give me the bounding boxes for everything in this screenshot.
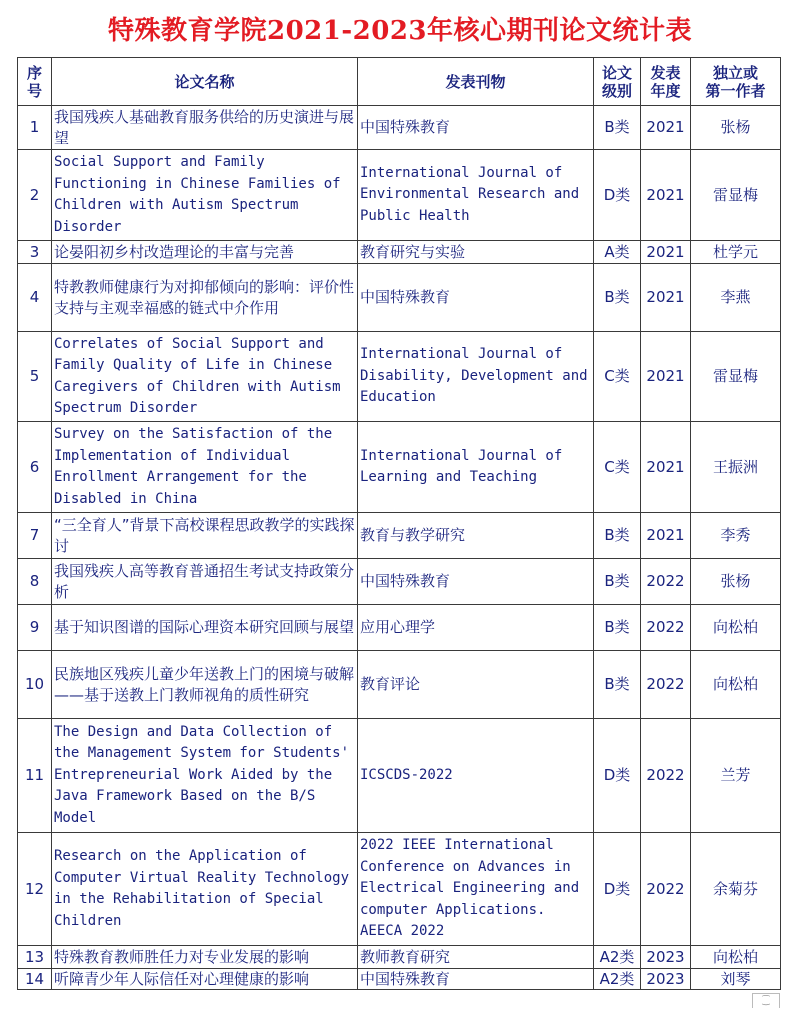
cell-level: A2类 bbox=[594, 969, 641, 990]
cell-no: 11 bbox=[18, 719, 52, 833]
cell-level: C类 bbox=[594, 422, 641, 513]
cell-paper: 我国残疾人基础教育服务供给的历史演进与展望 bbox=[52, 106, 358, 150]
cell-no: 10 bbox=[18, 651, 52, 719]
page-corner-mark: ⁐ bbox=[752, 993, 780, 1008]
cell-no: 14 bbox=[18, 969, 52, 990]
cell-no: 7 bbox=[18, 513, 52, 559]
cell-year: 2021 bbox=[641, 264, 691, 332]
cell-paper: 论晏阳初乡村改造理论的丰富与完善 bbox=[52, 241, 358, 264]
cell-paper: The Design and Data Collection of the Management System for Students' Entrepreneurial Work Aided by the Java Framework Based on the B/S Model bbox=[52, 719, 358, 833]
header-author: 独立或 第一作者 bbox=[691, 58, 781, 106]
cell-year: 2021 bbox=[641, 150, 691, 241]
cell-no: 9 bbox=[18, 605, 52, 651]
header-journal: 发表刊物 bbox=[358, 58, 594, 106]
cell-journal: 教育与教学研究 bbox=[358, 513, 594, 559]
cell-no: 3 bbox=[18, 241, 52, 264]
cell-paper: Survey on the Satisfaction of the Implementation of Individual Enrollment Arrangement for the Disabled in China bbox=[52, 422, 358, 513]
table-row bbox=[18, 605, 781, 651]
cell-no: 12 bbox=[18, 833, 52, 946]
cell-author: 杜学元 bbox=[691, 241, 781, 264]
cell-level: D类 bbox=[594, 719, 641, 833]
cell-journal: 中国特殊教育 bbox=[358, 106, 594, 150]
header-no: 序 号 bbox=[18, 58, 52, 106]
table-header-row bbox=[18, 58, 781, 106]
paper-table bbox=[17, 57, 781, 990]
cell-year: 2021 bbox=[641, 241, 691, 264]
cell-paper: 基于知识图谱的国际心理资本研究回顾与展望 bbox=[52, 605, 358, 651]
cell-level: B类 bbox=[594, 651, 641, 719]
cell-level: A2类 bbox=[594, 946, 641, 969]
cell-journal: 中国特殊教育 bbox=[358, 264, 594, 332]
cell-author: 雷显梅 bbox=[691, 332, 781, 422]
cell-level: D类 bbox=[594, 150, 641, 241]
cell-paper: 民族地区残疾儿童少年送教上门的困境与破解——基于送教上门教师视角的质性研究 bbox=[52, 651, 358, 719]
cell-level: D类 bbox=[594, 833, 641, 946]
table-row bbox=[18, 651, 781, 719]
cell-author: 雷显梅 bbox=[691, 150, 781, 241]
cell-author: 李燕 bbox=[691, 264, 781, 332]
cell-journal: 中国特殊教育 bbox=[358, 559, 594, 605]
cell-journal: ICSCDS-2022 bbox=[358, 719, 594, 833]
cell-year: 2021 bbox=[641, 513, 691, 559]
cell-level: B类 bbox=[594, 513, 641, 559]
cell-no: 2 bbox=[18, 150, 52, 241]
cell-author: 余菊芬 bbox=[691, 833, 781, 946]
cell-paper: 特殊教育教师胜任力对专业发展的影响 bbox=[52, 946, 358, 969]
cell-author: 向松柏 bbox=[691, 605, 781, 651]
cell-paper: “三全育人”背景下高校课程思政教学的实践探讨 bbox=[52, 513, 358, 559]
table-row bbox=[18, 422, 781, 513]
cell-journal: 教育研究与实验 bbox=[358, 241, 594, 264]
cell-level: B类 bbox=[594, 106, 641, 150]
cell-level: A类 bbox=[594, 241, 641, 264]
cell-level: B类 bbox=[594, 264, 641, 332]
table-row bbox=[18, 719, 781, 833]
cell-journal: 教师教育研究 bbox=[358, 946, 594, 969]
cell-paper: 听障青少年人际信任对心理健康的影响 bbox=[52, 969, 358, 990]
table-row bbox=[18, 106, 781, 150]
table-row bbox=[18, 969, 781, 990]
cell-paper: Social Support and Family Functioning in Chinese Families of Children with Autism Spectrum Disorder bbox=[52, 150, 358, 241]
header-paper: 论文名称 bbox=[52, 58, 358, 106]
cell-author: 张杨 bbox=[691, 559, 781, 605]
cell-author: 张杨 bbox=[691, 106, 781, 150]
header-year: 发表 年度 bbox=[641, 58, 691, 106]
cell-journal: 中国特殊教育 bbox=[358, 969, 594, 990]
cell-no: 6 bbox=[18, 422, 52, 513]
cell-year: 2021 bbox=[641, 106, 691, 150]
cell-no: 5 bbox=[18, 332, 52, 422]
header-level: 论文 级别 bbox=[594, 58, 641, 106]
cell-journal: 2022 IEEE International Conference on Advances in Electrical Engineering and computer Applications. AEECA 2022 bbox=[358, 833, 594, 946]
cell-year: 2022 bbox=[641, 651, 691, 719]
table-row bbox=[18, 264, 781, 332]
cell-journal: 应用心理学 bbox=[358, 605, 594, 651]
cell-journal: International Journal of Disability, Development and Education bbox=[358, 332, 594, 422]
cell-no: 13 bbox=[18, 946, 52, 969]
page-title: 特殊教育学院2021-2023年核心期刊论文统计表 bbox=[107, 16, 693, 46]
cell-no: 8 bbox=[18, 559, 52, 605]
cell-journal: 教育评论 bbox=[358, 651, 594, 719]
cell-journal: International Journal of Learning and Teaching bbox=[358, 422, 594, 513]
cell-author: 王振洲 bbox=[691, 422, 781, 513]
cell-paper: Research on the Application of Computer Virtual Reality Technology in the Rehabilitation of Special Children bbox=[52, 833, 358, 946]
cell-year: 2021 bbox=[641, 332, 691, 422]
table-row bbox=[18, 332, 781, 422]
cell-author: 刘琴 bbox=[691, 969, 781, 990]
cell-level: C类 bbox=[594, 332, 641, 422]
cell-author: 兰芳 bbox=[691, 719, 781, 833]
cell-no: 1 bbox=[18, 106, 52, 150]
table-row bbox=[18, 559, 781, 605]
cell-year: 2023 bbox=[641, 969, 691, 990]
table-row bbox=[18, 513, 781, 559]
table-row bbox=[18, 241, 781, 264]
cell-author: 李秀 bbox=[691, 513, 781, 559]
cell-year: 2022 bbox=[641, 833, 691, 946]
cell-year: 2022 bbox=[641, 719, 691, 833]
cell-level: B类 bbox=[594, 559, 641, 605]
table-row bbox=[18, 150, 781, 241]
cell-year: 2021 bbox=[641, 422, 691, 513]
cell-year: 2022 bbox=[641, 605, 691, 651]
cell-paper: 我国残疾人高等教育普通招生考试支持政策分析 bbox=[52, 559, 358, 605]
table-row bbox=[18, 946, 781, 969]
cell-journal: International Journal of Environmental Research and Public Health bbox=[358, 150, 594, 241]
cell-level: B类 bbox=[594, 605, 641, 651]
cell-paper: Correlates of Social Support and Family Quality of Life in Chinese Caregivers of Children with Autism Spectrum Disorder bbox=[52, 332, 358, 422]
cell-author: 向松柏 bbox=[691, 946, 781, 969]
cell-author: 向松柏 bbox=[691, 651, 781, 719]
cell-year: 2023 bbox=[641, 946, 691, 969]
table-row bbox=[18, 833, 781, 946]
cell-year: 2022 bbox=[641, 559, 691, 605]
cell-no: 4 bbox=[18, 264, 52, 332]
cell-paper: 特教教师健康行为对抑郁倾向的影响：评价性支持与主观幸福感的链式中介作用 bbox=[52, 264, 358, 332]
